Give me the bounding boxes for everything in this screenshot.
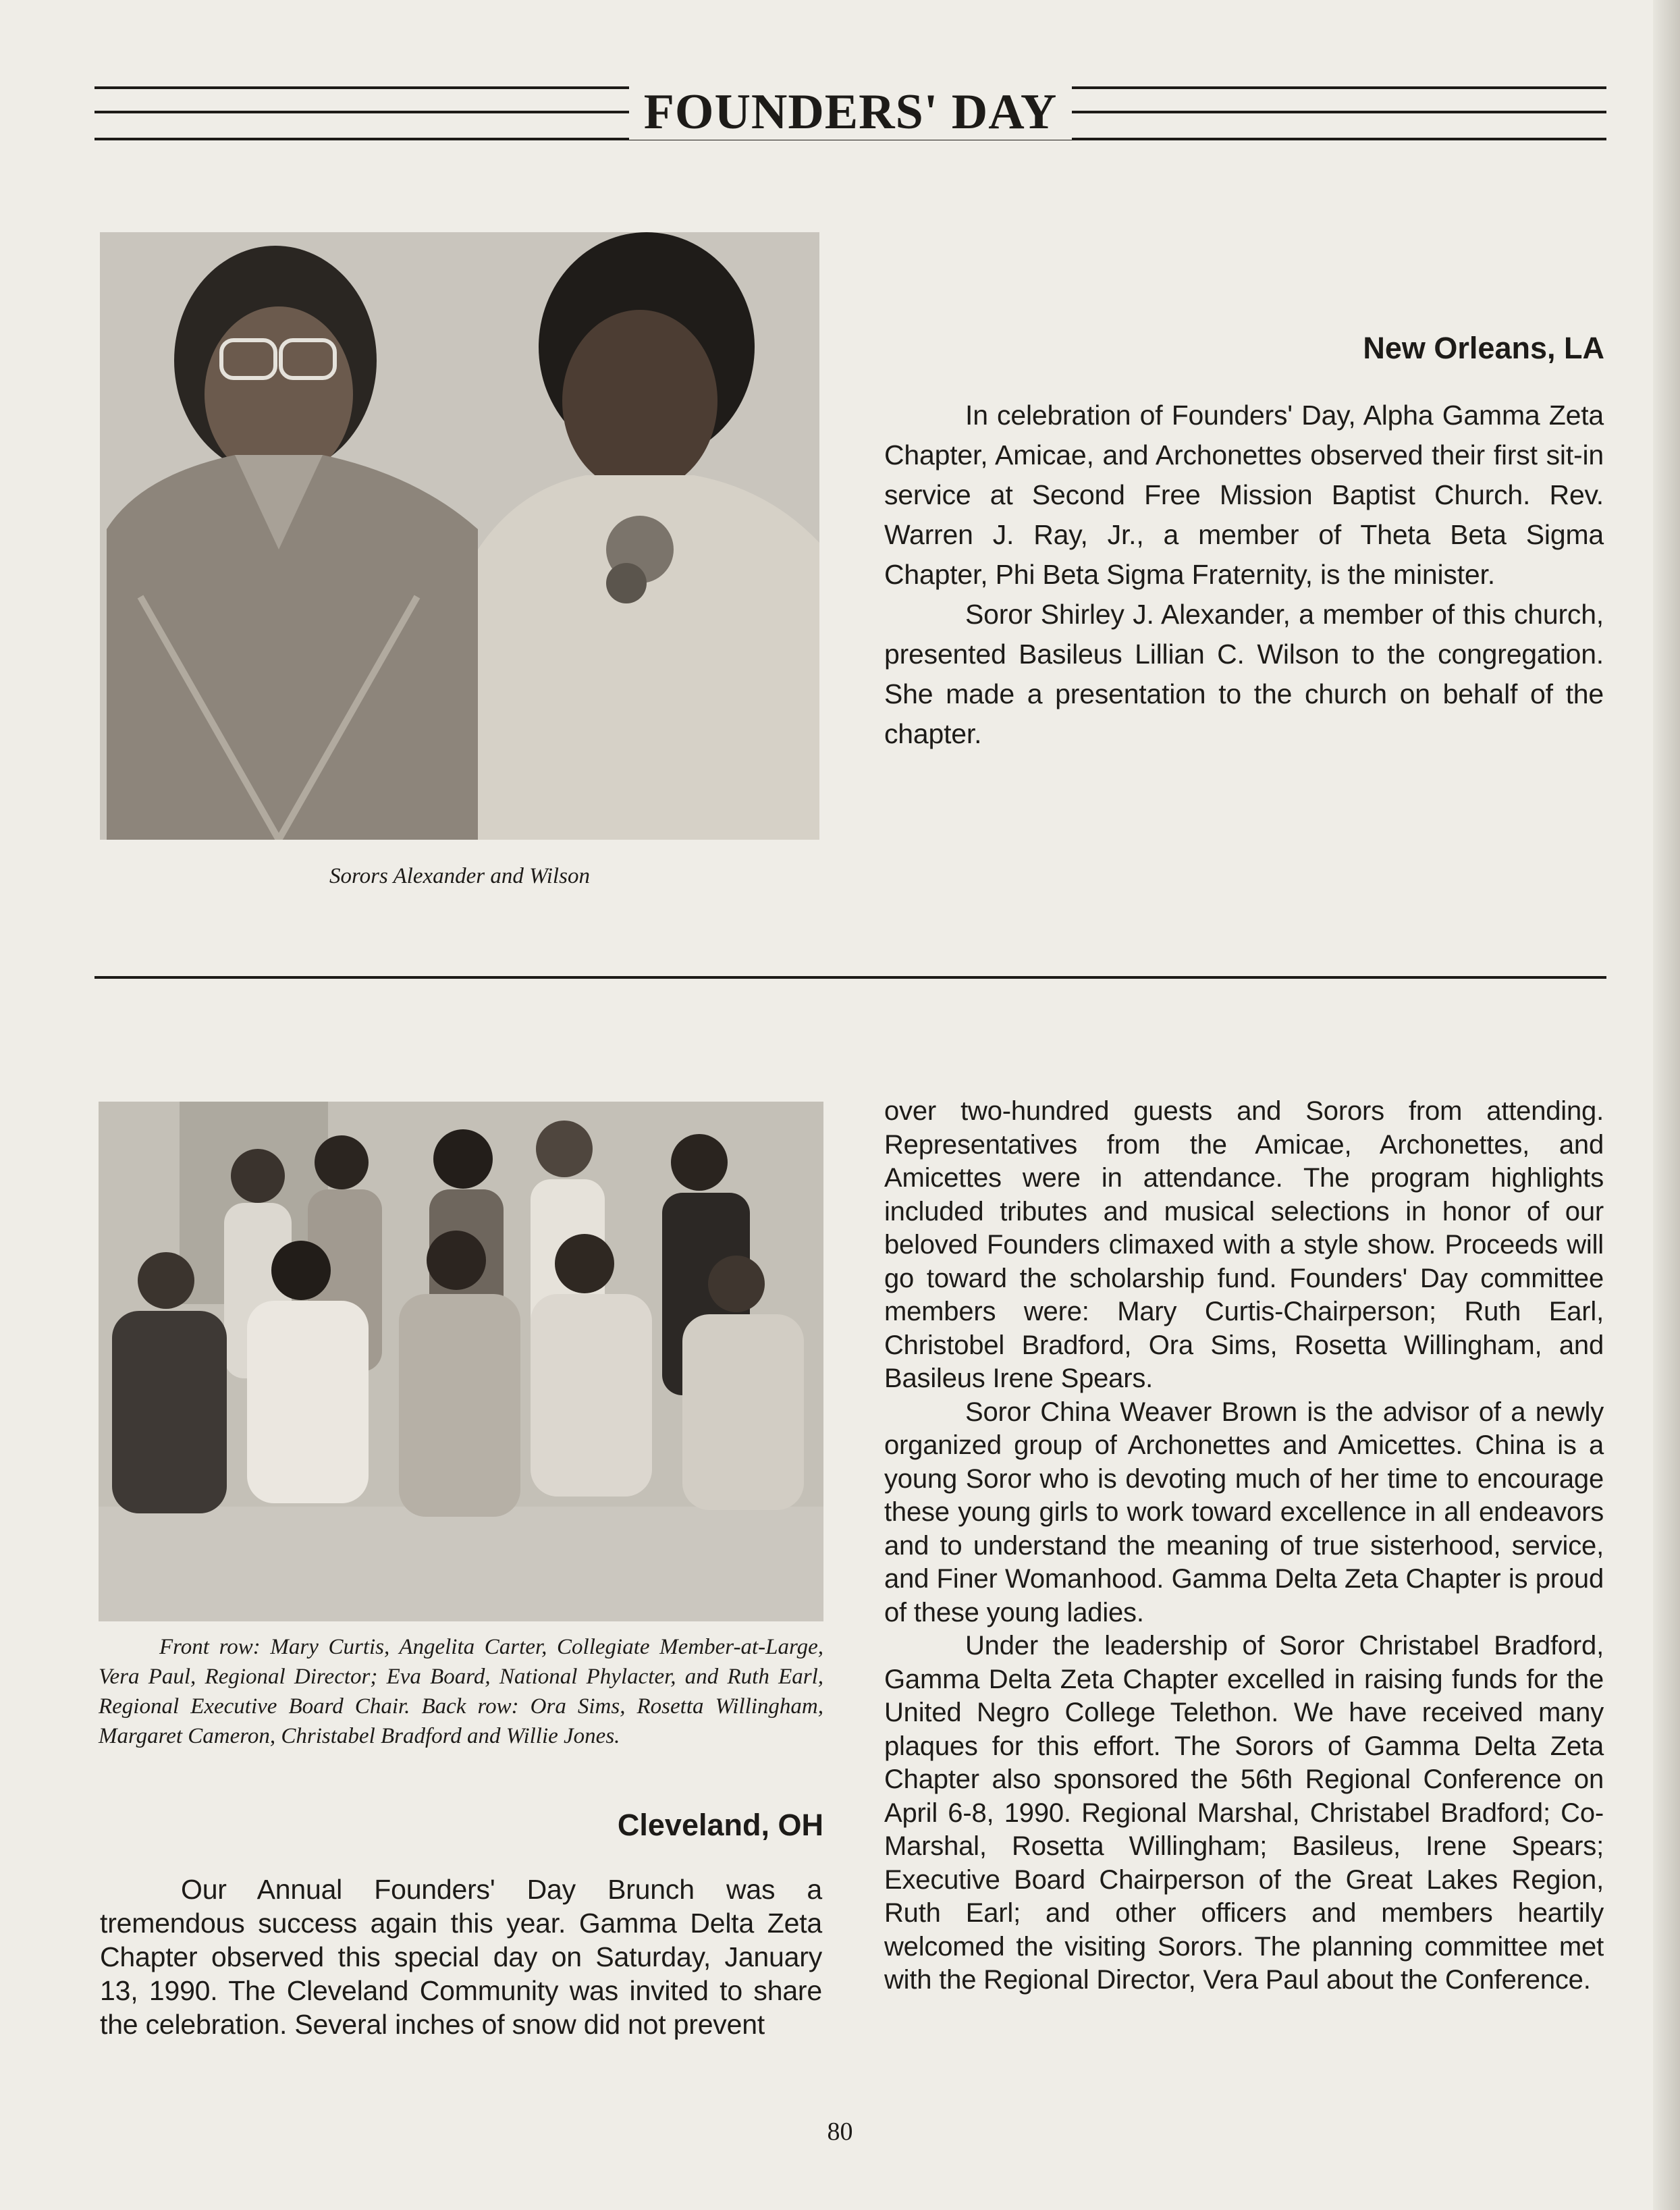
photo-group-sorors (99, 1102, 823, 1621)
page-title-text: FOUNDERS' DAY (629, 84, 1073, 140)
article-cleveland-left (100, 1872, 822, 2041)
cleveland-paragraph: over two-hundred guests and Sorors from attending. Representatives from the Amicae, Archonettes, and Amicettes were in attendance. The program highlights included tributes and musical selections in honor of our beloved Founders climaxed with a style show. Proceeds will go toward the scholarship fund. Founders' Day committee members were: Mary Curtis-Chairperson; Ruth Earl, Christobel Bradford, Ora Sims, Rosetta Willingham, and Basileus Irene Spears. (884, 1096, 1604, 1393)
cleveland-paragraph: Soror China Weaver Brown is the advisor of a newly organized group of Archonettes and Amicettes. China is a young Soror who is devoting much of her time to encourage these young girls to work toward excellence in all endeavors and to understand the meaning of true sisterhood, service, and Finer Womanhood. Gamma Delta Zeta Chapter is proud of these young ladies. (884, 1397, 1604, 1627)
photo-sorors-alexander-wilson (100, 232, 819, 840)
new-orleans-paragraph: Soror Shirley J. Alexander, a member of this church, presented Basileus Lillian C. Wilson to the congregation. She made a presentation to the church on behalf of the chapter. (884, 599, 1604, 749)
photo2-caption: Front row: Mary Curtis, Angelita Carter, Collegiate Member-at-Large, Vera Paul, Regional Director; Eva Board, National Phylacter, and Ruth Earl, Regional Executive Board Chair. Back row: Ora Sims, Rosetta Willingham, Margaret Cameron, Christabel Bradford and Willie Jones. (99, 1635, 823, 1748)
article-cleveland-right (884, 1095, 1604, 1997)
page-number: 80 (827, 2118, 853, 2146)
article-new-orleans (884, 396, 1604, 754)
section-divider (94, 976, 1606, 979)
heading-new-orleans: New Orleans, LA (1363, 331, 1604, 365)
cleveland-paragraph: Our Annual Founders' Day Brunch was a tremendous success again this year. Gamma Delta Zeta Chapter observed this special day on Saturday, January 13, 1990. The Cleveland Community was invited to share the celebration. Several inches of snow did not prevent (100, 1874, 822, 2040)
page-spine-shadow (1653, 0, 1680, 2210)
heading-cleveland: Cleveland, OH (617, 1808, 823, 1842)
cleveland-paragraph: Under the leadership of Soror Christabel Bradford, Gamma Delta Zeta Chapter excelled in raising funds for the United Negro College Telethon. We have received many plaques for this effort. The Sorors of Gamma Delta Zeta Chapter also sponsored the 56th Regional Conference on April 6-8, 1990. Regional Marshal, Christabel Bradford; Co-Marshal, Rosetta Willingham; Basileus, Irene Spears; Executive Board Chairperson of the Great Lakes Region, Ruth Earl; and other officers and members heartily welcomed the visiting Sorors. The planning committee met with the Regional Director, Vera Paul about the Conference. (884, 1631, 1604, 1995)
masthead (94, 80, 1606, 144)
new-orleans-paragraph: In celebration of Founders' Day, Alpha Gamma Zeta Chapter, Amicae, and Archonettes observed their first sit-in service at Second Free Mission Baptist Church. Rev. Warren J. Ray, Jr., a member of Theta Beta Sigma Chapter, Phi Beta Sigma Fraternity, is the minister. (884, 400, 1604, 590)
photo1-caption: Sorors Alexander and Wilson (329, 864, 590, 888)
photo-two-women-illustration (100, 232, 819, 840)
photo-group-illustration (99, 1102, 823, 1621)
page-title (94, 85, 1606, 139)
